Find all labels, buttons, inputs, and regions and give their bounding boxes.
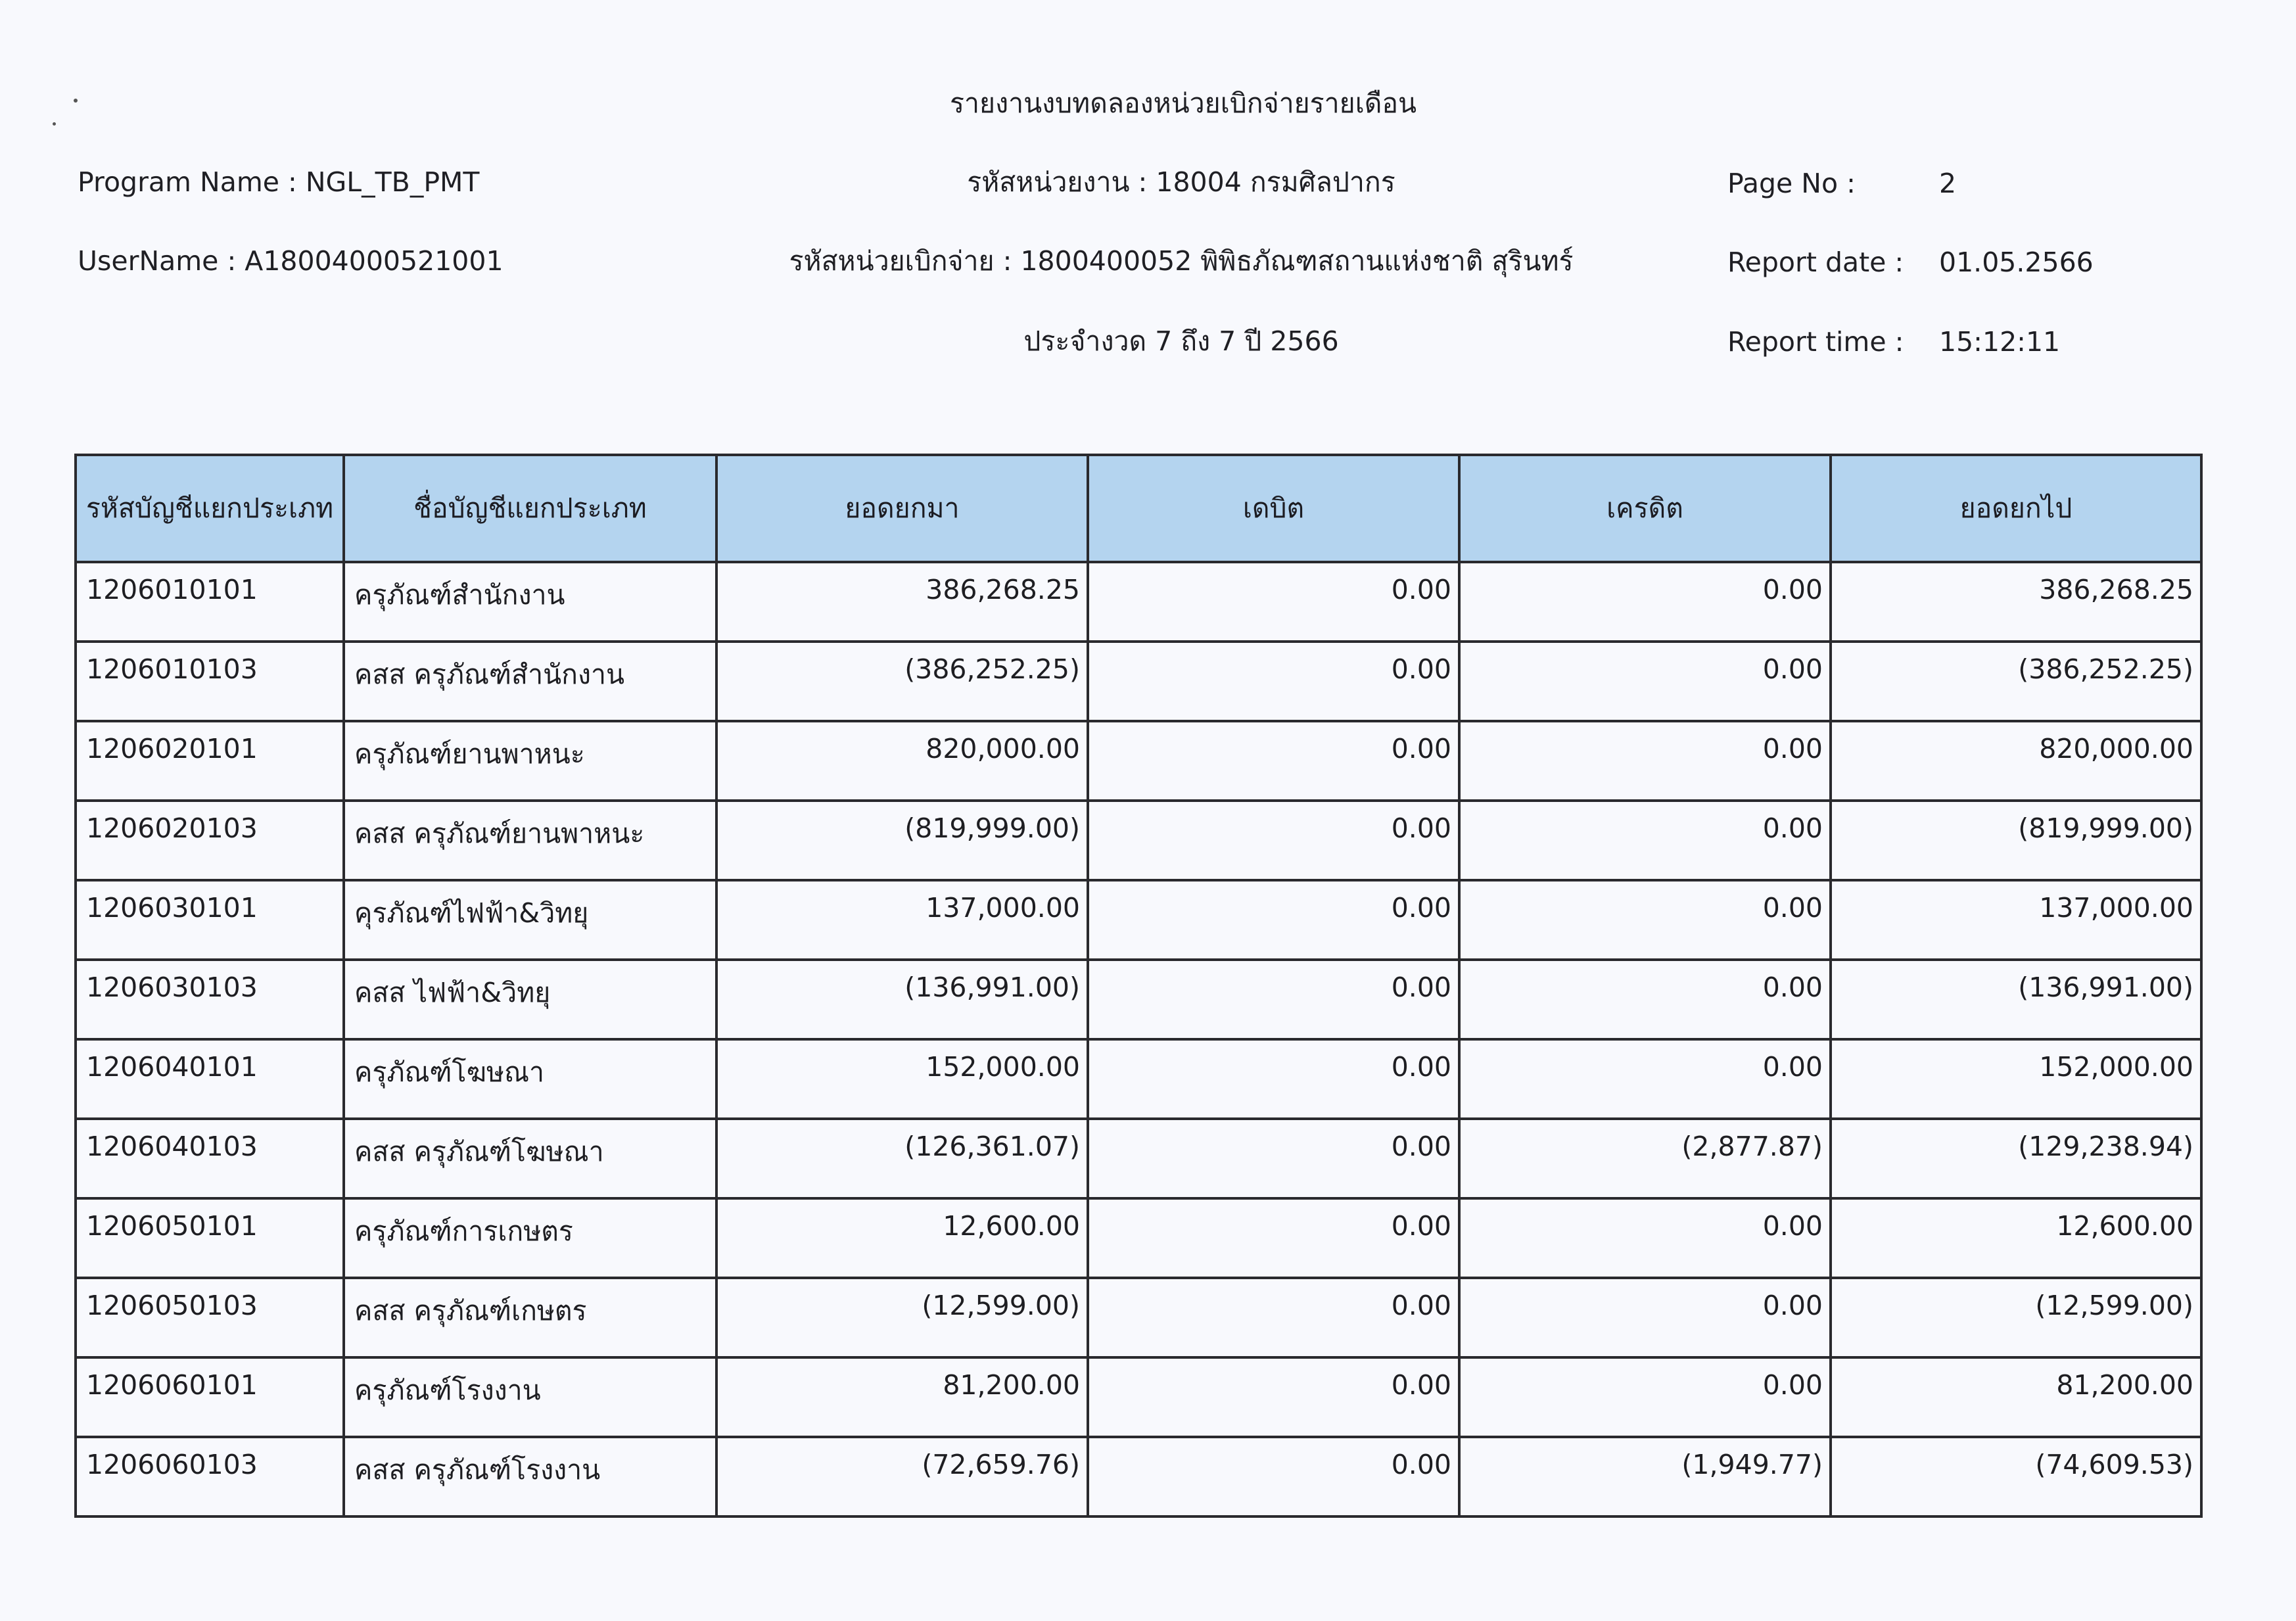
cell-closing-balance: (386,252.25) [1831, 642, 2201, 721]
cell-opening-balance: 152,000.00 [716, 1039, 1088, 1119]
cell-debit: 0.00 [1088, 562, 1459, 642]
cell-account-name: คสส ครุภัณฑ์เกษตร [344, 1278, 716, 1357]
cell-account-name: ครุภัณฑ์สำนักงาน [344, 562, 716, 642]
cell-opening-balance: (819,999.00) [716, 801, 1088, 880]
report-time-value: 15:12:11 [1939, 326, 2061, 358]
cell-credit: 0.00 [1459, 642, 1831, 721]
cell-opening-balance: 137,000.00 [716, 880, 1088, 960]
cell-credit: 0.00 [1459, 562, 1831, 642]
header-account-name: ชื่อบัญชีแยกประเภท [344, 455, 716, 562]
cell-account-name: ครุภัณฑ์โฆษณา [344, 1039, 716, 1119]
table-row [76, 1357, 2201, 1437]
cell-credit: 0.00 [1459, 801, 1831, 880]
cell-credit: (2,877.87) [1459, 1119, 1831, 1198]
cell-account-code: 1206040103 [76, 1119, 344, 1198]
report-date-value: 01.05.2566 [1939, 247, 2094, 278]
table-body [76, 562, 2201, 1516]
cell-account-name: คสส ครุภัณฑ์โรงงาน [344, 1437, 716, 1516]
cell-debit: 0.00 [1088, 1119, 1459, 1198]
cell-opening-balance: (72,659.76) [716, 1437, 1088, 1516]
cell-closing-balance: (136,991.00) [1831, 960, 2201, 1039]
cell-credit: 0.00 [1459, 1357, 1831, 1437]
cell-closing-balance: (819,999.00) [1831, 801, 2201, 880]
cell-opening-balance: (12,599.00) [716, 1278, 1088, 1357]
cell-opening-balance: 81,200.00 [716, 1357, 1088, 1437]
cell-opening-balance: 820,000.00 [716, 721, 1088, 801]
table-row [76, 801, 2201, 880]
cell-credit: 0.00 [1459, 880, 1831, 960]
cell-account-name: คุรภัณฑ์ไฟฟ้า&วิทยุ [344, 880, 716, 960]
cell-credit: 0.00 [1459, 960, 1831, 1039]
disbursement-unit: รหัสหน่วยเบิกจ่าย : 1800400052 พิพิธภัณฑสถานแห่งชาติ สุรินทร์ [789, 245, 1574, 277]
cell-account-code: 1206020101 [76, 721, 344, 801]
cell-debit: 0.00 [1088, 1357, 1459, 1437]
report-title: รายงานงบทดลองหน่วยเบิกจ่ายรายเดือน [950, 87, 1417, 119]
cell-account-name: ครุภัณฑ์การเกษตร [344, 1198, 716, 1278]
table-row [76, 1039, 2201, 1119]
cell-account-code: 1206010103 [76, 642, 344, 721]
cell-account-code: 1206010101 [76, 562, 344, 642]
cell-closing-balance: 386,268.25 [1831, 562, 2201, 642]
program-name: Program Name : NGL_TB_PMT [78, 166, 480, 198]
cell-debit: 0.00 [1088, 642, 1459, 721]
cell-account-name: คสส ครุภัณฑ์โฆษณา [344, 1119, 716, 1198]
cell-closing-balance: 137,000.00 [1831, 880, 2201, 960]
table-row [76, 721, 2201, 801]
cell-debit: 0.00 [1088, 1039, 1459, 1119]
cell-debit: 0.00 [1088, 1437, 1459, 1516]
cell-closing-balance: 152,000.00 [1831, 1039, 2201, 1119]
cell-account-code: 1206020103 [76, 801, 344, 880]
cell-account-code: 1206030103 [76, 960, 344, 1039]
cell-credit: (1,949.77) [1459, 1437, 1831, 1516]
table-row [76, 1119, 2201, 1198]
page-no-value: 2 [1939, 168, 1957, 199]
cell-closing-balance: (12,599.00) [1831, 1278, 2201, 1357]
table-row [76, 562, 2201, 642]
table-row [76, 880, 2201, 960]
header-debit: เดบิต [1088, 455, 1459, 562]
cell-account-code: 1206040101 [76, 1039, 344, 1119]
header-closing-balance: ยอดยกไป [1831, 455, 2201, 562]
table-row [76, 1278, 2201, 1357]
cell-opening-balance: 386,268.25 [716, 562, 1088, 642]
report-period: ประจำงวด 7 ถึง 7 ปี 2566 [1023, 325, 1339, 357]
cell-closing-balance: 820,000.00 [1831, 721, 2201, 801]
cell-debit: 0.00 [1088, 1198, 1459, 1278]
cell-account-name: ครุภัณฑ์ยานพาหนะ [344, 721, 716, 801]
user-name: UserName : A18004000521001 [78, 245, 504, 277]
cell-credit: 0.00 [1459, 1039, 1831, 1119]
cell-credit: 0.00 [1459, 1198, 1831, 1278]
cell-account-name: คสส ครุภัณฑ์สำนักงาน [344, 642, 716, 721]
table-row [76, 1437, 2201, 1516]
cell-closing-balance: (74,609.53) [1831, 1437, 2201, 1516]
cell-account-code: 1206030101 [76, 880, 344, 960]
header-opening-balance: ยอดยกมา [716, 455, 1088, 562]
cell-account-name: ครุภัณฑ์โรงงาน [344, 1357, 716, 1437]
table-row [76, 642, 2201, 721]
cell-closing-balance: 81,200.00 [1831, 1357, 2201, 1437]
cell-debit: 0.00 [1088, 960, 1459, 1039]
cell-account-code: 1206050101 [76, 1198, 344, 1278]
cell-opening-balance: (136,991.00) [716, 960, 1088, 1039]
cell-debit: 0.00 [1088, 801, 1459, 880]
scan-speck [74, 99, 78, 103]
cell-account-code: 1206050103 [76, 1278, 344, 1357]
cell-closing-balance: 12,600.00 [1831, 1198, 2201, 1278]
cell-account-name: คสส ครุภัณฑ์ยานพาหนะ [344, 801, 716, 880]
header-account-code: รหัสบัญชีแยกประเภท [76, 455, 344, 562]
cell-credit: 0.00 [1459, 721, 1831, 801]
table-row [76, 960, 2201, 1039]
report-date-label: Report date : [1727, 247, 1904, 278]
cell-account-code: 1206060103 [76, 1437, 344, 1516]
scan-speck [53, 122, 56, 126]
cell-debit: 0.00 [1088, 721, 1459, 801]
cell-opening-balance: (386,252.25) [716, 642, 1088, 721]
table-header-row [76, 455, 2201, 562]
cell-opening-balance: (126,361.07) [716, 1119, 1088, 1198]
cell-debit: 0.00 [1088, 880, 1459, 960]
cell-credit: 0.00 [1459, 1278, 1831, 1357]
cell-account-name: คสส ไฟฟ้า&วิทยุ [344, 960, 716, 1039]
header-credit: เครดิต [1459, 455, 1831, 562]
cell-debit: 0.00 [1088, 1278, 1459, 1357]
table-row [76, 1198, 2201, 1278]
agency-code: รหัสหน่วยงาน : 18004 กรมศิลปากร [967, 166, 1395, 198]
cell-account-code: 1206060101 [76, 1357, 344, 1437]
page-no-label: Page No : [1727, 168, 1856, 199]
report-time-label: Report time : [1727, 326, 1904, 358]
trial-balance-table [74, 454, 2203, 1518]
cell-opening-balance: 12,600.00 [716, 1198, 1088, 1278]
cell-closing-balance: (129,238.94) [1831, 1119, 2201, 1198]
